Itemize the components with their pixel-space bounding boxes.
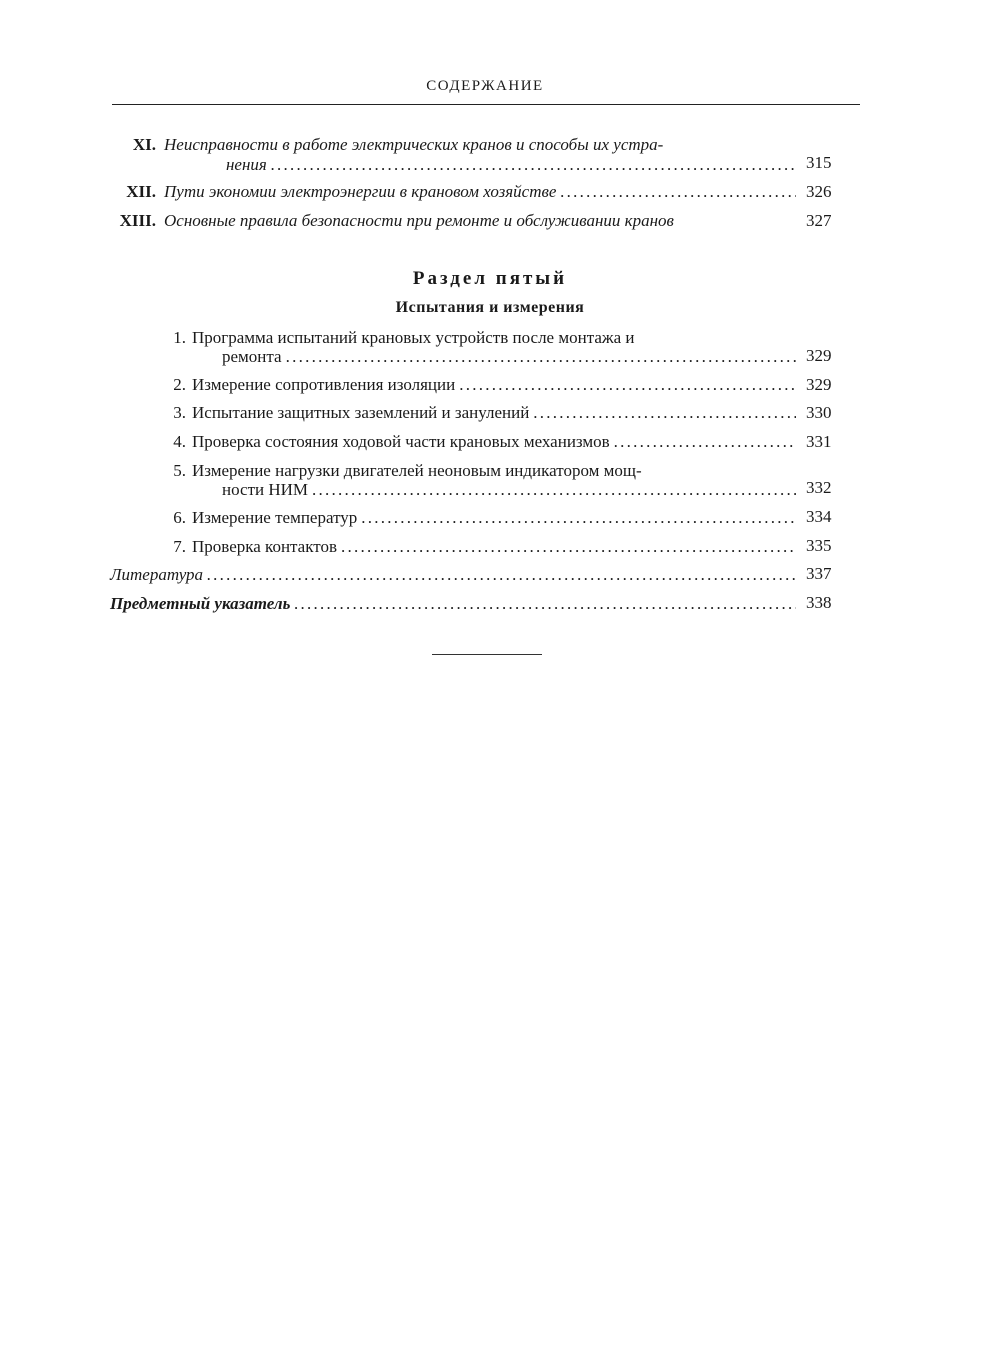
chapter-title: Основные правила безопасности при ремонте и обслуживании кранов — [164, 211, 674, 230]
dot-leader — [271, 155, 796, 175]
item-title: Измерение температур — [192, 508, 358, 527]
page-number: 326 — [806, 182, 832, 201]
dot-leader — [294, 594, 796, 614]
dot-leader — [459, 375, 796, 395]
item-title-line-1: Программа испытаний крановых устройств после монтажа и — [192, 328, 635, 347]
header-rule — [112, 104, 860, 105]
page-number: 337 — [806, 564, 832, 583]
entry-title-line — [110, 594, 800, 614]
item-number: 1. — [173, 328, 186, 347]
chapter-number: XII. — [126, 182, 156, 201]
item-title-line-2 — [222, 347, 800, 367]
chapter-number: XI. — [132, 135, 156, 154]
item-title-line — [192, 432, 800, 452]
chapter-title-line — [164, 211, 800, 231]
page-number: 327 — [806, 211, 832, 230]
item-number: 6. — [173, 508, 186, 527]
chapter-title-line-1: Неисправности в работе электрических кранов и способы их устра- — [164, 135, 664, 154]
chapter-number: XIII. — [119, 211, 156, 230]
chapter-title-continuation: нения — [226, 155, 267, 174]
page-number: 315 — [806, 153, 832, 172]
dot-leader — [560, 182, 796, 202]
item-number: 3. — [173, 403, 186, 422]
item-number: 4. — [173, 432, 186, 451]
entry-title-line — [110, 565, 800, 585]
item-title-line — [192, 403, 800, 423]
page-number: 329 — [806, 346, 832, 365]
entry-title: Предметный указатель — [110, 594, 291, 613]
item-title-line-2 — [222, 480, 800, 500]
item-number: 2. — [173, 375, 186, 394]
part-title: Раздел пятый — [412, 268, 568, 289]
dot-leader — [341, 537, 796, 557]
item-title-line-1: Измерение нагрузки двигателей неоновым индикатором мощ- — [192, 461, 642, 480]
page-number: 332 — [806, 478, 832, 497]
item-title-line — [192, 508, 800, 528]
dot-leader — [614, 432, 796, 452]
item-number: 7. — [173, 537, 186, 556]
item-title: Измерение сопротивления изоляции — [192, 375, 456, 394]
running-head: СОДЕРЖАНИЕ — [426, 78, 544, 94]
page-number: 338 — [806, 593, 832, 612]
page-number: 330 — [806, 403, 832, 422]
chapter-title-line — [164, 182, 800, 202]
chapter-title-line-2 — [226, 155, 800, 175]
page-number: 331 — [806, 432, 832, 451]
item-title-line — [192, 375, 800, 395]
page-number: 334 — [806, 507, 832, 526]
dot-leader — [207, 565, 796, 585]
item-title-line — [192, 537, 800, 557]
part-subtitle: Испытания и измерения — [395, 299, 585, 316]
item-title-continuation: ности НИМ — [222, 480, 309, 499]
item-title-continuation: ремонта — [222, 347, 282, 366]
page-number: 329 — [806, 375, 832, 394]
dot-leader — [533, 403, 796, 423]
page-number: 335 — [806, 536, 832, 555]
dot-leader — [361, 508, 796, 528]
item-title: Проверка состояния ходовой части крановых механизмов — [192, 432, 610, 451]
item-number: 5. — [173, 461, 186, 480]
dot-leader — [312, 480, 796, 500]
entry-title: Литература — [110, 565, 204, 584]
item-title: Проверка контактов — [192, 537, 337, 556]
chapter-title: Пути экономии электроэнергии в крановом хозяйстве — [164, 182, 557, 201]
item-title: Испытание защитных заземлений и занулений — [192, 403, 530, 422]
dot-leader — [286, 347, 796, 367]
end-rule — [432, 654, 542, 655]
